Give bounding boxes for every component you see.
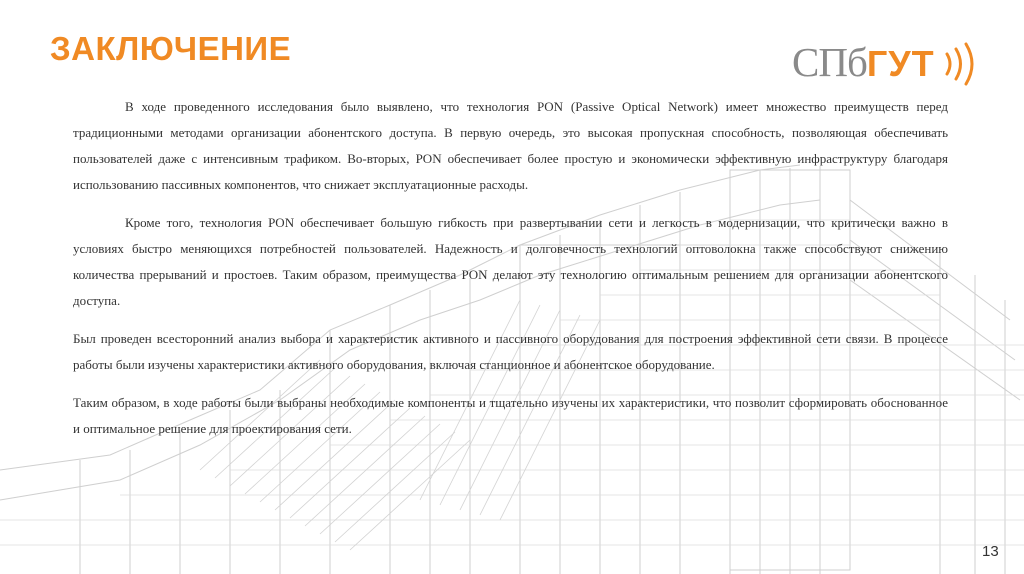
conclusion-text: [73, 94, 948, 442]
logo-text-spb: СПб: [792, 39, 867, 85]
paragraph-equipment-analysis: Был проведен всесторонний анализ выбора и характеристик активного и пассивного оборудования для построения эффективной сети связи. В процессе работы были изучены характеристики активного оборудования, включая станционное и абонентское оборудование.: [73, 331, 948, 372]
paragraph-pon-advantages: В ходе проведенного исследования было выявлено, что технология PON (Passive Optical Network) имеет множество преимуществ перед традиционными методами организации абонентского доступа. В первую очередь, это высокая пропускная способность, позволяющая обеспечивать пользователей даже с интенсивным трафиком. Во-вторых, PON обеспечивает более простую и экономически эффективную инфраструктуру благодаря использованию пассивных компонентов, что снижает эксплуатационные расходы.: [73, 99, 948, 192]
logo-text-gut: ГУТ: [866, 43, 935, 84]
page-number: 13: [982, 543, 999, 560]
paragraph-summary: Таким образом, в ходе работы были выбраны необходимые компоненты и тщательно изучены их характеристики, что позволит сформировать обоснованное и оптимальное решение для проектирования сети.: [73, 395, 948, 436]
slide-title: ЗАКЛЮЧЕНИЕ: [50, 30, 292, 67]
logo-wordmark: [792, 38, 935, 88]
sut-logo: [792, 38, 992, 88]
signal-waves-icon: [943, 42, 983, 86]
paragraph-pon-flexibility: Кроме того, технология PON обеспечивает большую гибкость при развертывании сети и легкость в модернизации, что критически важно в условиях быстро меняющихся потребностей пользователей. Надежность и долговечность технологий оптоволокна также способствуют снижению количества прерываний и простоев. Таким образом, преимущества PON делают эту технологию оптимальным решением для организации абонентского доступа.: [73, 215, 948, 308]
